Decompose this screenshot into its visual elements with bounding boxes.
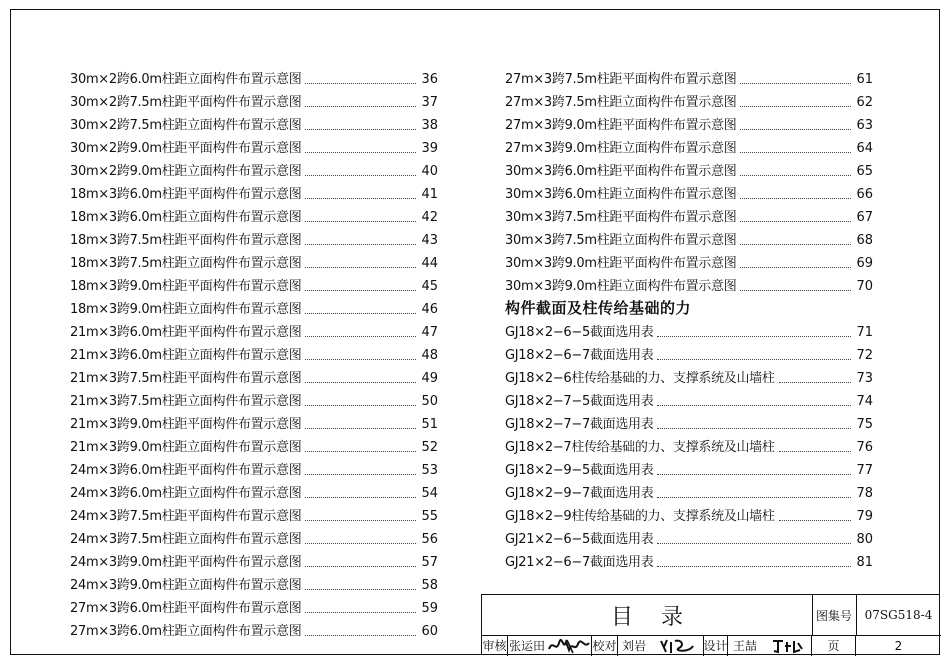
toc-entry-page: 37 (421, 95, 438, 110)
toc-entry-title: 24m×3跨7.5m柱距平面构件布置示意图 (70, 509, 302, 524)
dot-leader (657, 404, 851, 406)
toc-entry-page: 64 (856, 141, 873, 156)
toc-entry-title: 27m×3跨7.5m柱距立面构件布置示意图 (505, 95, 737, 110)
dot-leader (305, 174, 416, 176)
toc-entry-title: 18m×3跨9.0m柱距立面构件布置示意图 (70, 302, 302, 317)
toc-entry (505, 456, 873, 479)
dot-leader (740, 197, 851, 199)
toc-entry-page: 71 (856, 325, 873, 340)
toc-entry-title: 30m×2跨7.5m柱距平面构件布置示意图 (70, 95, 302, 110)
toc-entry-title: 30m×3跨7.5m柱距平面构件布置示意图 (505, 210, 737, 225)
dot-leader (305, 404, 416, 406)
dot-leader (779, 450, 851, 452)
toc-entry (70, 387, 438, 410)
dot-leader (305, 312, 416, 314)
toc-entry-page: 53 (421, 463, 438, 478)
toc-entry-title: GJ21×2−6−7截面选用表 (505, 555, 654, 570)
toc-entry-title: 24m×3跨6.0m柱距平面构件布置示意图 (70, 463, 302, 478)
toc-entry (70, 65, 438, 88)
dot-leader (305, 197, 416, 199)
title-cell (482, 595, 813, 636)
toc-entry-page: 65 (856, 164, 873, 179)
toc-entry (70, 295, 438, 318)
toc-entry-title: 30m×2跨9.0m柱距立面构件布置示意图 (70, 164, 302, 179)
toc-entry-title: 30m×3跨9.0m柱距立面构件布置示意图 (505, 279, 737, 294)
dot-leader (305, 588, 416, 590)
toc-entry (505, 134, 873, 157)
toc-entry-title: 24m×3跨6.0m柱距立面构件布置示意图 (70, 486, 302, 501)
page-label: 页 (812, 635, 856, 656)
toc-entry-title: 27m×3跨9.0m柱距立面构件布置示意图 (505, 141, 737, 156)
toc-entry-page: 62 (856, 95, 873, 110)
toc-entry-page: 60 (421, 624, 438, 639)
toc-entry-page: 54 (421, 486, 438, 501)
dot-leader (305, 496, 416, 498)
toc-entry-page: 44 (421, 256, 438, 271)
toc-entry (70, 134, 438, 157)
toc-entry (70, 479, 438, 502)
toc-entry (505, 502, 873, 525)
design-signature (762, 635, 812, 656)
dot-leader (657, 358, 851, 360)
dot-leader (305, 243, 416, 245)
design-signature-image (770, 637, 804, 655)
toc-entry-title: 30m×2跨6.0m柱距立面构件布置示意图 (70, 72, 302, 87)
toc-entry-page: 42 (421, 210, 438, 225)
toc-entry-title: 21m×3跨7.5m柱距平面构件布置示意图 (70, 371, 302, 386)
dot-leader (740, 174, 851, 176)
dot-leader (305, 266, 416, 268)
dot-leader (657, 496, 851, 498)
toc-entry-title: GJ18×2−7−5截面选用表 (505, 394, 654, 409)
toc-entry (505, 226, 873, 249)
toc-entry-page: 56 (421, 532, 438, 547)
toc-entry-page: 41 (421, 187, 438, 202)
dot-leader (305, 151, 416, 153)
toc-entry-title: 27m×3跨6.0m柱距平面构件布置示意图 (70, 601, 302, 616)
dot-leader (305, 358, 416, 360)
toc-entry (70, 525, 438, 548)
toc-entry (505, 433, 873, 456)
review-label: 审核 (482, 635, 508, 656)
toc-entry-title: GJ18×2−6柱传给基础的力、支撑系统及山墙柱 (505, 371, 775, 386)
dot-leader (305, 634, 416, 636)
toc-entry-title: GJ18×2−9柱传给基础的力、支撑系统及山墙柱 (505, 509, 775, 524)
toc-entry (70, 180, 438, 203)
toc-entry-page: 81 (856, 555, 873, 570)
dot-leader (657, 565, 851, 567)
dot-leader (740, 82, 851, 84)
toc-entry (505, 180, 873, 203)
toc-entry-title: GJ18×2−9−5截面选用表 (505, 463, 654, 478)
toc-entry-page: 72 (856, 348, 873, 363)
check-label: 校对 (592, 635, 618, 656)
toc-entry (505, 341, 873, 364)
toc-entry-title: 18m×3跨7.5m柱距立面构件布置示意图 (70, 256, 302, 271)
toc-entry-title: 18m×3跨6.0m柱距立面构件布置示意图 (70, 210, 302, 225)
dot-leader (305, 450, 416, 452)
toc-entry-page: 50 (421, 394, 438, 409)
toc-entry-page: 68 (856, 233, 873, 248)
dot-leader (305, 519, 416, 521)
dot-leader (305, 381, 416, 383)
toc-entry (70, 111, 438, 134)
toc-entry (505, 364, 873, 387)
dot-leader (305, 82, 416, 84)
toc-entry-page: 38 (421, 118, 438, 133)
dot-leader (740, 289, 851, 291)
toc-entry (505, 65, 873, 88)
toc-entry-page: 78 (856, 486, 873, 501)
toc-entry-title: GJ21×2−6−5截面选用表 (505, 532, 654, 547)
toc-entry-title: 30m×3跨6.0m柱距平面构件布置示意图 (505, 164, 737, 179)
toc-entry (505, 387, 873, 410)
review-signature-image (547, 637, 591, 655)
toc-entry-title: 21m×3跨6.0m柱距平面构件布置示意图 (70, 325, 302, 340)
toc-entry (70, 548, 438, 571)
toc-entry (505, 88, 873, 111)
toc-entry-page: 70 (856, 279, 873, 294)
toc-entry (505, 479, 873, 502)
dot-leader (305, 542, 416, 544)
toc-entry-page: 51 (421, 417, 438, 432)
toc-entry-title: 21m×3跨6.0m柱距立面构件布置示意图 (70, 348, 302, 363)
toc-left-column (70, 65, 438, 640)
toc-entry (70, 249, 438, 272)
toc-right-list-top (505, 65, 873, 295)
toc-entry-title: 30m×3跨7.5m柱距立面构件布置示意图 (505, 233, 737, 248)
toc-entry-page: 52 (421, 440, 438, 455)
toc-entry-page: 49 (421, 371, 438, 386)
check-signature (650, 635, 704, 656)
toc-entry-title: 21m×3跨9.0m柱距平面构件布置示意图 (70, 417, 302, 432)
toc-entry (70, 410, 438, 433)
toc-entry-page: 55 (421, 509, 438, 524)
dot-leader (740, 220, 851, 222)
dot-leader (740, 151, 851, 153)
toc-entry (70, 203, 438, 226)
page-title: 目录 (610, 604, 711, 630)
toc-right-column (505, 65, 873, 571)
toc-entry-title: 18m×3跨6.0m柱距平面构件布置示意图 (70, 187, 302, 202)
signature-row (482, 635, 941, 656)
toc-entry-title: 30m×3跨9.0m柱距平面构件布置示意图 (505, 256, 737, 271)
toc-entry-page: 61 (856, 72, 873, 87)
page-number: 2 (894, 638, 903, 653)
toc-entry-page: 80 (856, 532, 873, 547)
toc-entry-title: 21m×3跨7.5m柱距立面构件布置示意图 (70, 394, 302, 409)
toc-entry-page: 59 (421, 601, 438, 616)
toc-entry-page: 43 (421, 233, 438, 248)
toc-entry-title: GJ18×2−7−7截面选用表 (505, 417, 654, 432)
dot-leader (305, 565, 416, 567)
atlas-label: 图集号 (812, 595, 857, 636)
dot-leader (305, 289, 416, 291)
toc-entry-page: 79 (856, 509, 873, 524)
toc-entry (70, 157, 438, 180)
dot-leader (305, 128, 416, 130)
toc-entry (70, 502, 438, 525)
toc-entry-page: 67 (856, 210, 873, 225)
toc-entry-title: 24m×3跨9.0m柱距立面构件布置示意图 (70, 578, 302, 593)
review-name: 张运田 (508, 639, 545, 653)
toc-entry-title: 27m×3跨7.5m柱距平面构件布置示意图 (505, 72, 737, 87)
toc-entry-page: 73 (856, 371, 873, 386)
toc-entry-title: 24m×3跨7.5m柱距立面构件布置示意图 (70, 532, 302, 547)
design-label: 设计 (704, 635, 728, 656)
toc-entry-page: 76 (856, 440, 873, 455)
toc-entry-title: 18m×3跨9.0m柱距平面构件布置示意图 (70, 279, 302, 294)
toc-entry (70, 456, 438, 479)
review-signature (546, 635, 592, 656)
section-heading: 构件截面及柱传给基础的力 (505, 299, 692, 317)
toc-entry-page: 75 (856, 417, 873, 432)
toc-entry-page: 63 (856, 118, 873, 133)
toc-right-list-bottom (505, 318, 873, 571)
toc-entry (505, 111, 873, 134)
dot-leader (305, 335, 416, 337)
toc-entry-page: 48 (421, 348, 438, 363)
dot-leader (779, 381, 851, 383)
toc-entry-page: 58 (421, 578, 438, 593)
toc-entry-page: 45 (421, 279, 438, 294)
toc-entry (70, 594, 438, 617)
dot-leader (657, 335, 851, 337)
toc-entry-page: 46 (421, 302, 438, 317)
toc-entry (505, 249, 873, 272)
toc-entry-page: 74 (856, 394, 873, 409)
toc-entry-page: 36 (421, 72, 438, 87)
toc-entry (505, 410, 873, 433)
dot-leader (740, 266, 851, 268)
toc-entry (505, 203, 873, 226)
toc-entry-page: 40 (421, 164, 438, 179)
toc-entry (70, 571, 438, 594)
toc-entry-title: 18m×3跨7.5m柱距平面构件布置示意图 (70, 233, 302, 248)
toc-entry-title: GJ18×2−9−7截面选用表 (505, 486, 654, 501)
toc-entry (505, 548, 873, 571)
atlas-number: 07SG518-4 (856, 595, 941, 636)
dot-leader (740, 105, 851, 107)
toc-entry (70, 226, 438, 249)
toc-entry-page: 66 (856, 187, 873, 202)
toc-entry (70, 318, 438, 341)
toc-entry-page: 39 (421, 141, 438, 156)
toc-entry-page: 47 (421, 325, 438, 340)
title-block (481, 594, 940, 655)
dot-leader (657, 427, 851, 429)
toc-entry (505, 318, 873, 341)
toc-entry-page: 77 (856, 463, 873, 478)
toc-entry (505, 272, 873, 295)
design-name: 王喆 (732, 639, 757, 653)
toc-entry-title: 27m×3跨6.0m柱距立面构件布置示意图 (70, 624, 302, 639)
dot-leader (305, 105, 416, 107)
toc-entry-title: GJ18×2−6−5截面选用表 (505, 325, 654, 340)
toc-entry-title: 24m×3跨9.0m柱距平面构件布置示意图 (70, 555, 302, 570)
toc-entry-page: 69 (856, 256, 873, 271)
toc-entry-title: 30m×2跨7.5m柱距立面构件布置示意图 (70, 118, 302, 133)
dot-leader (657, 542, 851, 544)
toc-entry (505, 157, 873, 180)
toc-entry-title: 27m×3跨9.0m柱距平面构件布置示意图 (505, 118, 737, 133)
toc-entry-title: GJ18×2−6−7截面选用表 (505, 348, 654, 363)
toc-entry (505, 525, 873, 548)
toc-entry (70, 433, 438, 456)
toc-entry (70, 364, 438, 387)
dot-leader (305, 473, 416, 475)
dot-leader (740, 243, 851, 245)
dot-leader (305, 427, 416, 429)
toc-entry-page: 57 (421, 555, 438, 570)
check-name: 刘岩 (621, 639, 646, 653)
toc-entry (70, 88, 438, 111)
dot-leader (740, 128, 851, 130)
check-signature-image (657, 637, 697, 655)
toc-entry (70, 272, 438, 295)
toc-entry-title: 30m×3跨6.0m柱距立面构件布置示意图 (505, 187, 737, 202)
toc-entry-title: 21m×3跨9.0m柱距立面构件布置示意图 (70, 440, 302, 455)
dot-leader (657, 473, 851, 475)
toc-entry-title: GJ18×2−7柱传给基础的力、支撑系统及山墙柱 (505, 440, 775, 455)
dot-leader (305, 220, 416, 222)
dot-leader (779, 519, 851, 521)
toc-entry (70, 341, 438, 364)
toc-entry-title: 30m×2跨9.0m柱距平面构件布置示意图 (70, 141, 302, 156)
dot-leader (305, 611, 416, 613)
toc-entry (70, 617, 438, 640)
